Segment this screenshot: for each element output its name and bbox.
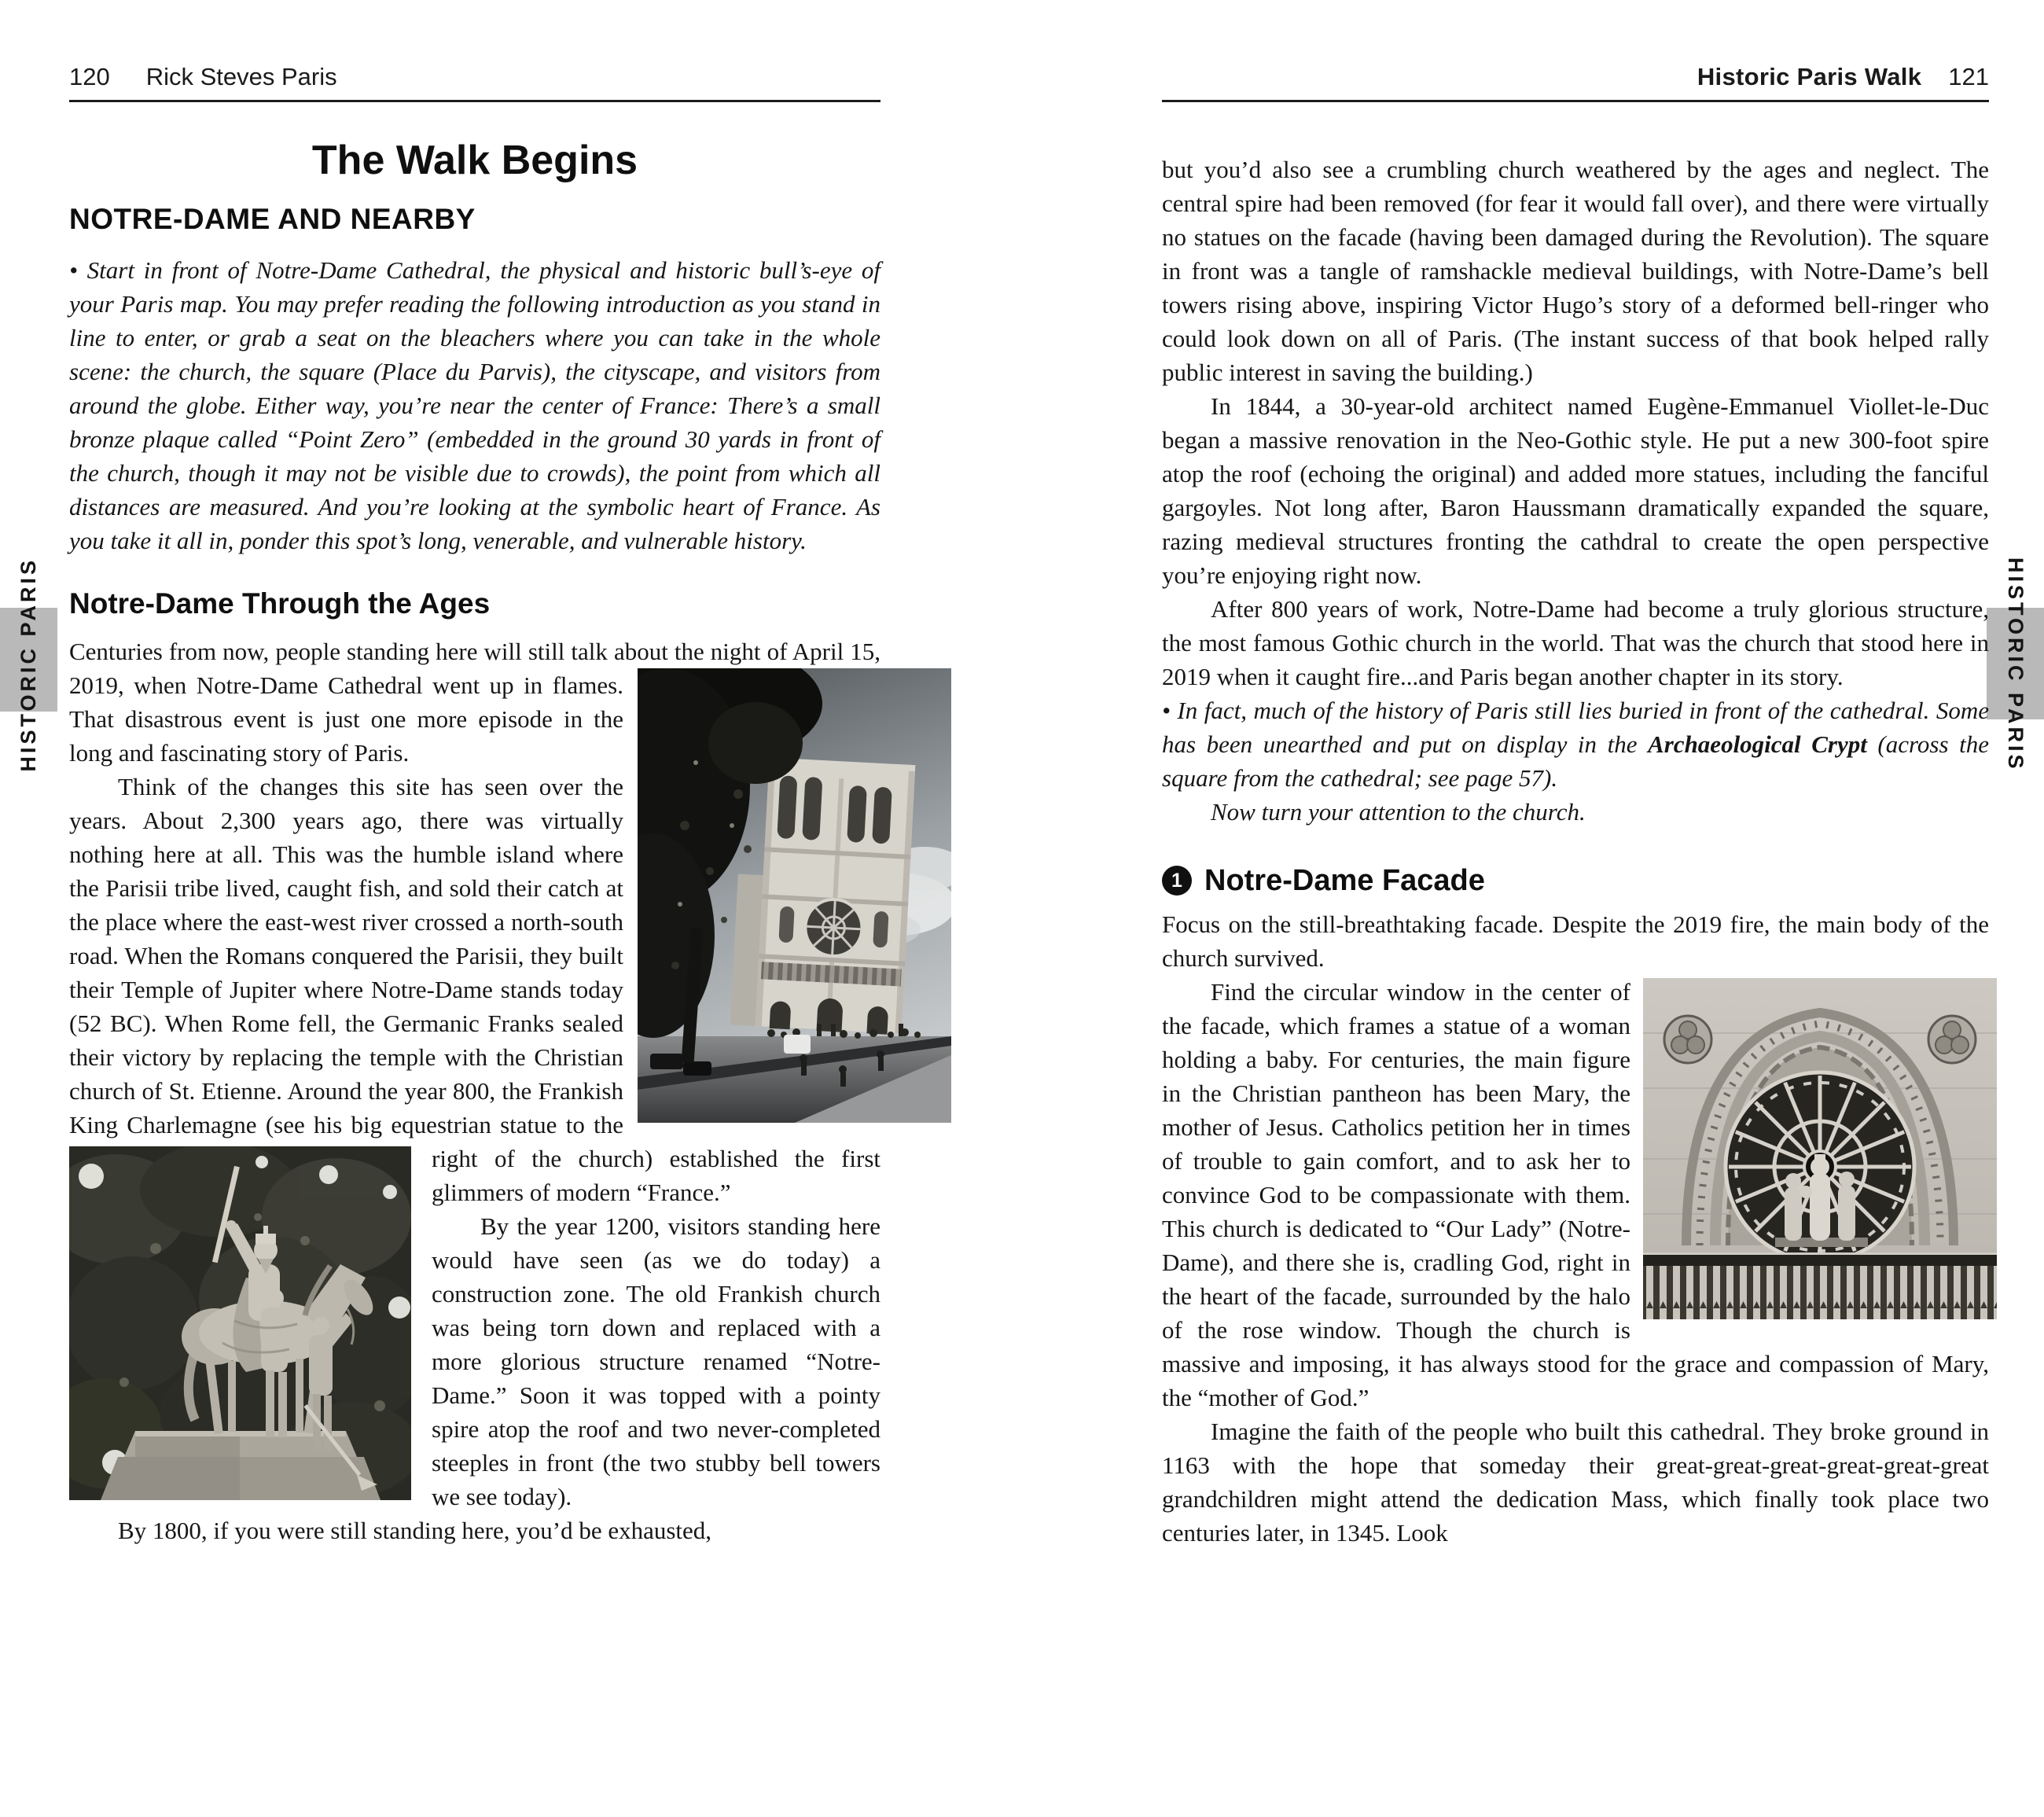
tab-label: HISTORIC PARIS <box>17 557 40 772</box>
intro-directions: • Start in front of Notre-Dame Cathedral, the physical and historic bull’s-eye of your Paris map. You may prefer reading the following introduction as you stand in line to enter, or grab a seat on the bleachers where you can take in the whole scene: the church, the square (Place du Parvis), the cityscape, and visitors from around the globe. Either way, you’re near the center of France: There’s a small bronze plaque called “Point Zero” (embedded in the ground 30 yards in front of the church, though it may not be visible due to crowds), the point from which all distances are measured. And you’re looking at the symbolic heart of France. As you take it all in, ponder this spot’s long, venerable, and vulnerable history. <box>69 256 880 554</box>
header-rule <box>1162 100 1989 102</box>
left-page <box>69 63 880 1547</box>
left-edge-tab <box>0 460 57 869</box>
paragraph-text: right of the church) established the first glimmers of modern “France.” <box>432 1145 880 1206</box>
stop-heading-label: Notre-Dame Facade <box>1204 864 1485 897</box>
page-number: 121 <box>1948 63 1989 90</box>
paragraph <box>1162 975 1989 1414</box>
paragraph-text: Centuries from now, people standing here will still talk about the night of April 15, 2019, when Notre-Dame Cathedral went up in <box>69 638 880 699</box>
notre-dame-cathedral-photo <box>638 668 951 1123</box>
sidenote-text: (across the square from the cathedral; see page 57). <box>1162 730 1989 792</box>
paragraph: Focus on the still-breathtaking facade. Despite the 2019 fire, the main body of the church survived. <box>1162 910 1989 972</box>
paragraph-text: flames. That disastrous event is just one more episode in the long and fascinating story of Paris. <box>69 671 623 767</box>
tab-label: HISTORIC PARIS <box>2004 557 2027 772</box>
right-edge-tab <box>1987 460 2044 869</box>
right-page <box>1162 63 1989 1550</box>
sidenote-direction: Now turn your attention to the church. <box>1211 798 1586 826</box>
charlemagne-statue-photo <box>69 1146 411 1500</box>
page-number: 120 <box>69 63 110 90</box>
stop-heading <box>1162 863 1989 898</box>
sidenote <box>1162 693 1989 795</box>
stop-number-badge: 1 <box>1162 866 1192 896</box>
left-page-header <box>69 63 880 91</box>
paragraph: After 800 years of work, Notre-Dame had become a truly glorious structure, the most famous Gothic church in the world. That was the church that stood here in 2019 when it caught fire...and Paris began another chapter in its story. <box>1162 595 1989 690</box>
walk-title: The Walk Begins <box>311 138 638 183</box>
paragraph: Imagine the faith of the people who built this cathedral. They broke ground in 1163 with the hope that someday their great-great-great-great-great-great grandchildren might attend the dedication Mass, which finally took place two centuries later, in 1345. Look <box>1162 1418 1989 1547</box>
sight-name: Archaeological Crypt <box>1648 730 1867 758</box>
rose-window-photo <box>1643 978 1997 1319</box>
left-body-text <box>69 634 880 1547</box>
sidenote-text: • In fact, much of the history of Paris still lies buried in front of the cathedral. Some has been unearthed and put on display in the <box>1162 697 1989 758</box>
paragraph <box>69 634 880 770</box>
header-rule <box>69 100 880 102</box>
section-kicker: NOTRE-DAME AND NEARBY <box>69 203 476 235</box>
right-page-header <box>1162 63 1989 91</box>
paragraph: By 1800, if you were still standing here, you’d be exhausted, <box>118 1517 712 1544</box>
running-head: Rick Steves Paris <box>145 63 337 90</box>
right-body-text <box>1162 153 1989 1550</box>
paragraph-text: Think of the changes this site has seen over the years. About 2,300 years ago, there was virtually nothing here at all. This was the humble island where the Parisii tribe lived, caught fish, and sold their catch at the place where the east-west river crossed a north-south road. When the Romans conquered the Parisii, they built their Temple of Jupiter where Notre-Dame stands today (52 BC). When Rome fell, the Germanic Franks sealed their victory by replacing the temple with the Christian church of St. Etienne. Around the year 800, the Frankish King Charlemagne (see his big equestrian statue to the <box>69 773 623 1138</box>
paragraph: In 1844, a 30-year-old architect named Eugène-Emmanuel Viollet-le-Duc began a massive renovation in the Neo-Gothic style. He put a new 300-foot spire atop the roof (echoing the original) and added more statues, including the fanciful gargoyles. Not long after, Baron Haussmann dramatically expanded the square, razing medieval structures fronting the cathdral to create the open perspective you’re enjoying right now. <box>1162 392 1989 589</box>
running-head: Historic Paris Walk <box>1697 63 1922 90</box>
paragraph-text: Find the circular window in the center of the facade, which frames a statue of a woman holding a baby. For centuries, the main figure in the Christian pantheon has been Mary, the mother of Jesus. Catholics petition her in times of trouble to gain comfort, and to ask her to convince God to be compassionate with them. This church is dedicated to “Our Lady” (Notre-Dame), and there she is, cradling God, right in the heart of the facade, surrounded by the halo of the rose window. Though the church is massive and imposing, it has always stood for the grace and compassion of Mary, the “mother of God.” <box>1162 978 1989 1411</box>
paragraph: but you’d also see a crumbling church weathered by the ages and neglect. The central spire had been removed (for fear it would fall over), and there were virtually no statues on the facade (having been damaged during the Revolution). The square in front was a tangle of ramshackle medieval buildings, with Notre-Dame’s bell towers rising above, inspiring Victor Hugo’s story of a deformed bell-ringer who could look down on all of Paris. (The instant success of that book helped rally public interest in saving the building.) <box>1162 156 1989 386</box>
paragraph: By the year 1200, visitors standing here would have seen (as we do today) a construction zone. The old Frankish church was being torn down and replaced with a more glorious structure renamed “Notre-Dame.” Soon it was topped with a pointy spire atop the roof and two never-completed steeples in front (the two stubby bell towers we see today). <box>432 1212 880 1510</box>
subsection-heading: Notre-Dame Through the Ages <box>69 587 491 620</box>
